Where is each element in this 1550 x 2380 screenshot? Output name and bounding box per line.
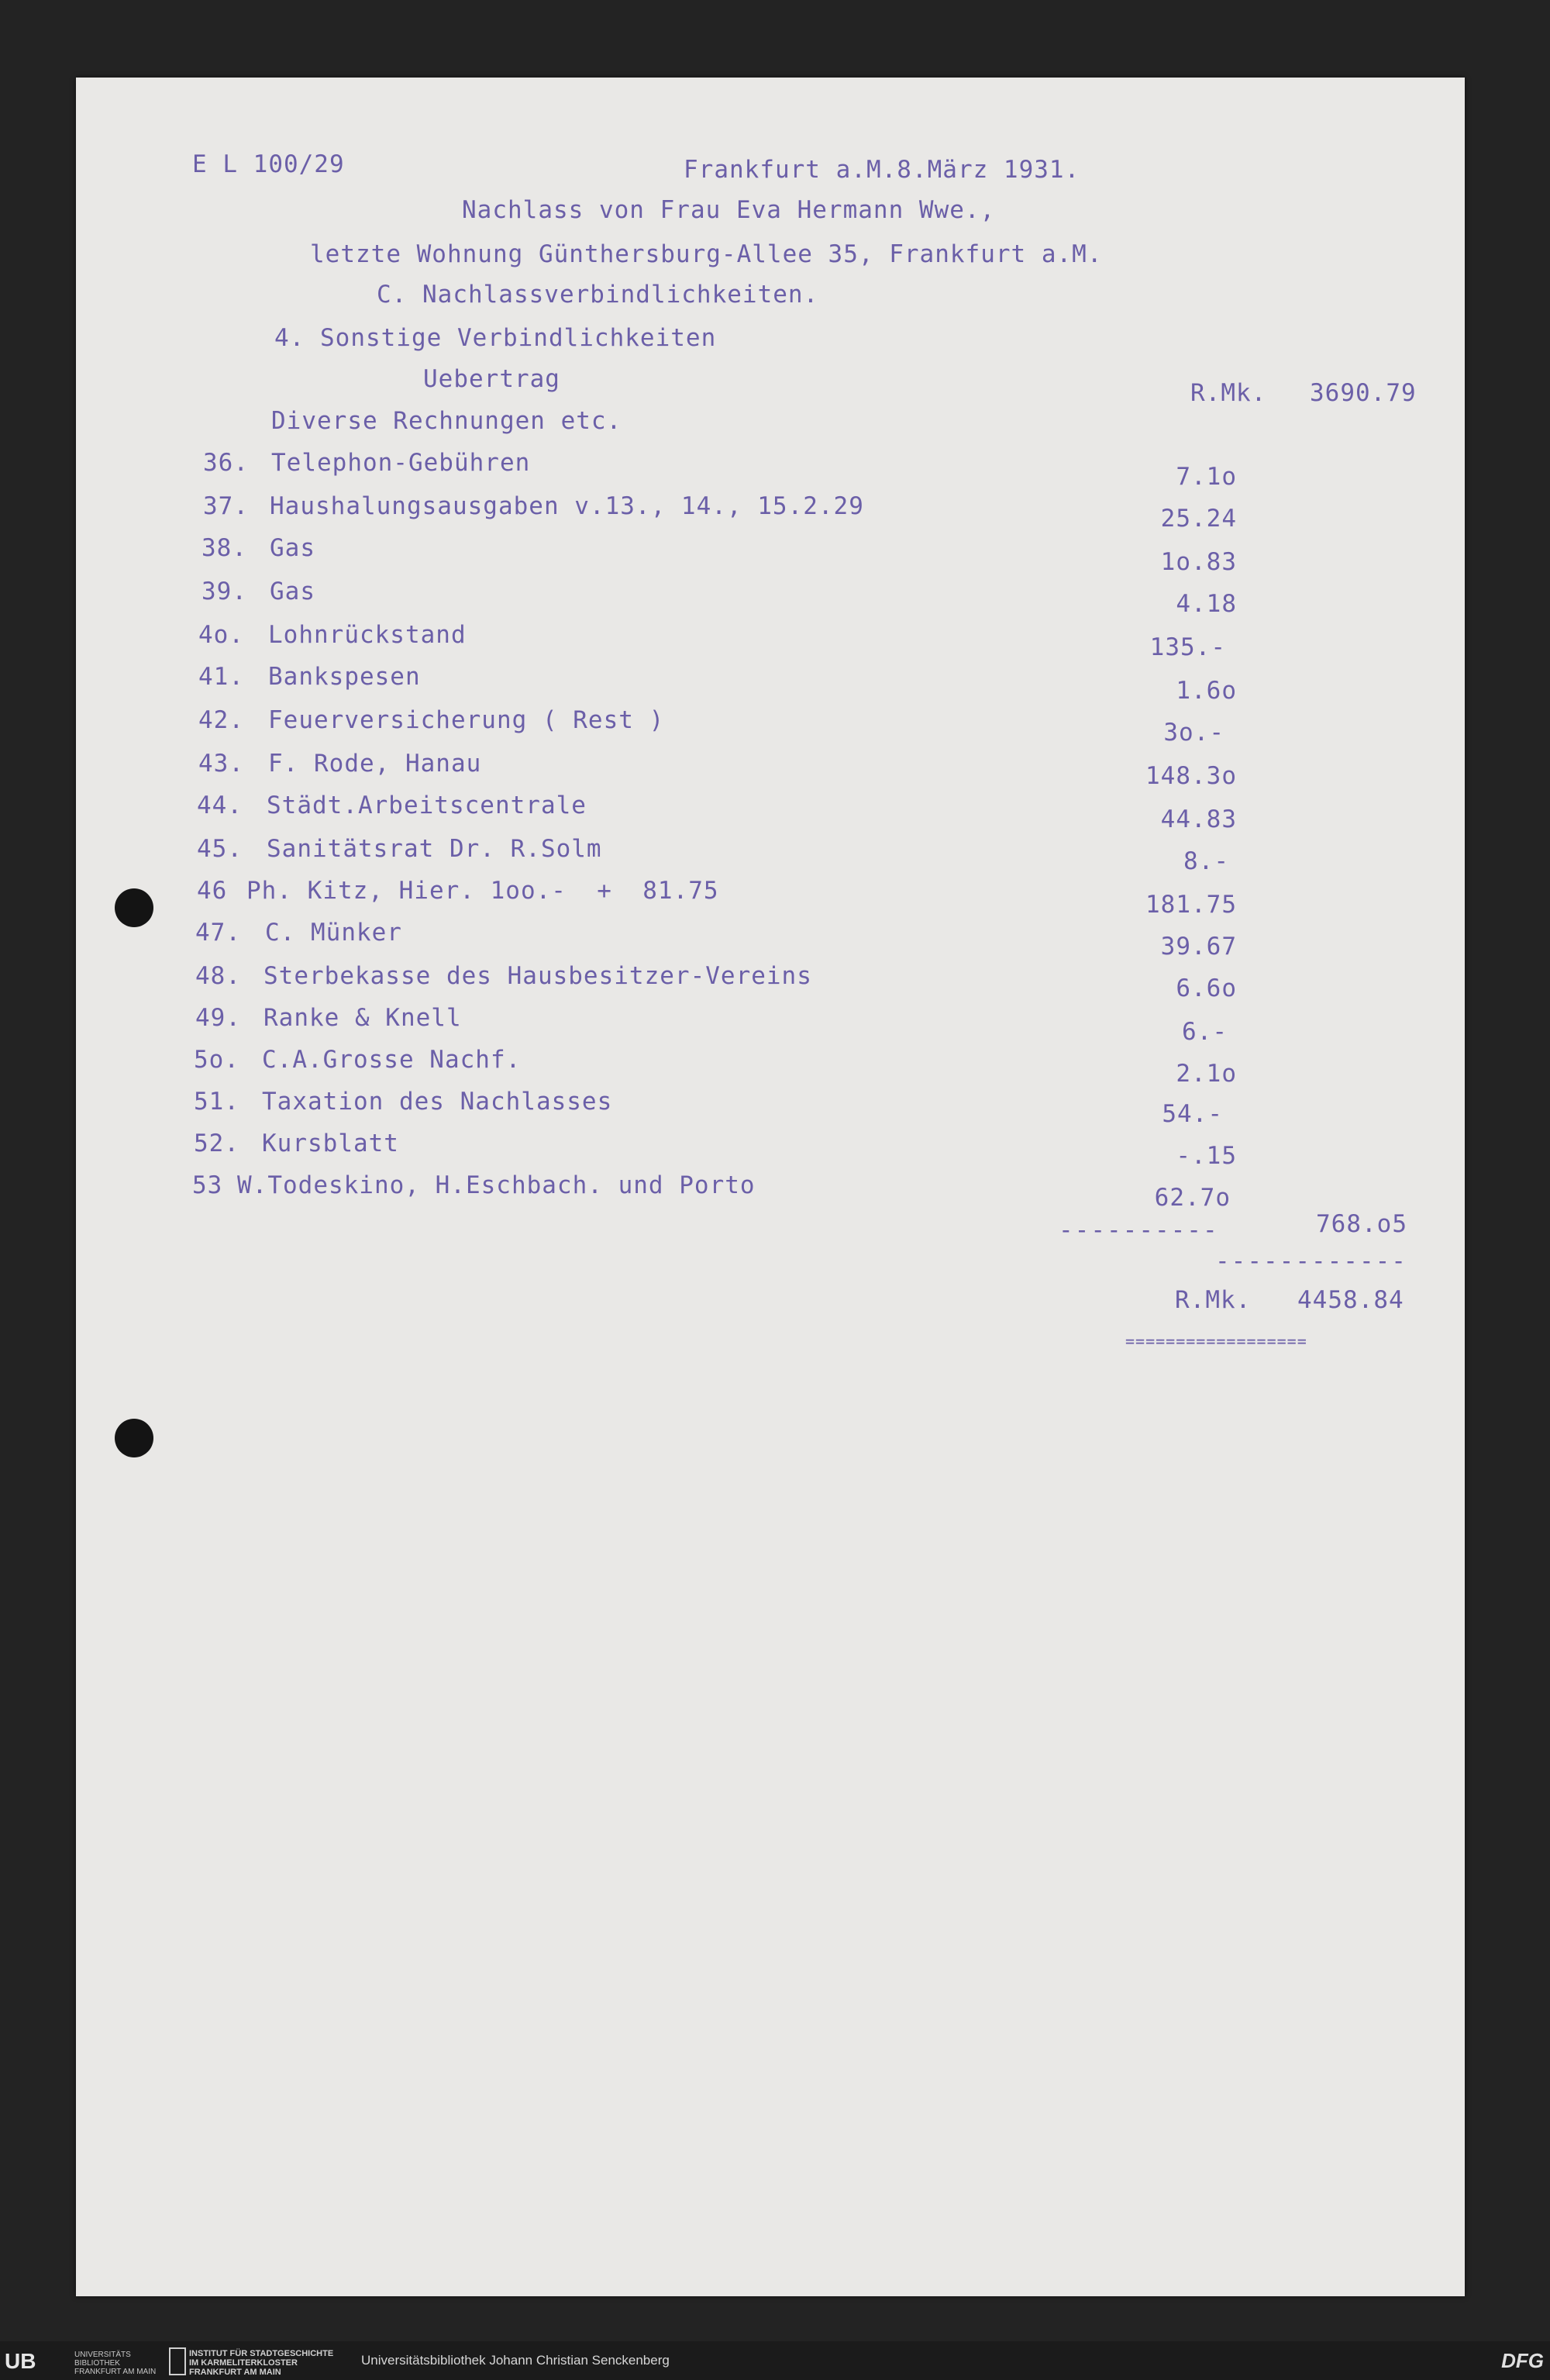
total-amount: 4458.84 (1297, 1286, 1404, 1314)
item-number: 41. (198, 663, 244, 691)
item-description: Bankspesen (268, 663, 421, 691)
item-amount: 2.1o (1176, 1060, 1237, 1088)
item-number: 48. (195, 962, 241, 990)
item-number: 45. (197, 835, 243, 863)
item-number: 51. (194, 1088, 239, 1116)
item-description: F. Rode, Hanau (268, 750, 482, 778)
item-number: 36. (203, 449, 249, 477)
item-number: 49. (195, 1004, 241, 1032)
item-amount: 181.75 (1145, 891, 1237, 919)
institute-logo-text: INSTITUT FÜR STADTGESCHICHTE IM KARMELITERKLOSTER FRANKFURT AM MAIN (189, 2349, 334, 2377)
ub-logo: UB (5, 2349, 36, 2373)
item-number: 4o. (198, 621, 244, 649)
item-amount: 54.- (1162, 1100, 1223, 1128)
item-amount: 6.6o (1176, 974, 1237, 1002)
item-number: 47. (195, 919, 241, 947)
item-description: Feuerversicherung ( Rest ) (268, 706, 665, 734)
item-amount: 62.7o (1154, 1184, 1231, 1212)
carryover-amount: 3690.79 (1310, 379, 1417, 407)
item-number: 38. (202, 534, 247, 562)
item-description: Sterbekasse des Hausbesitzer-Vereins (264, 962, 812, 990)
item-number: 53 (192, 1171, 223, 1199)
item-description: Lohnrückstand (268, 621, 467, 649)
institute-icon (169, 2347, 186, 2375)
item-amount: 3o.- (1163, 719, 1224, 747)
library-name: Universitätsbibliothek Johann Christian Senckenberg (361, 2353, 670, 2368)
item-description: Ph. Kitz, Hier. 1oo.- + 81.75 (246, 877, 719, 905)
item-description: Städt.Arbeitscentrale (267, 792, 587, 819)
punch-hole (115, 888, 153, 927)
punch-hole (115, 1419, 153, 1457)
total-rule: ------------ (1215, 1247, 1407, 1275)
item-number: 37. (203, 492, 249, 520)
item-number: 39. (202, 578, 247, 605)
section-heading: C. Nachlassverbindlichkeiten. (377, 281, 819, 309)
reference-number: E L 100/29 (192, 150, 345, 178)
item-description: Kursblatt (262, 1130, 399, 1157)
item-number: 52. (194, 1130, 239, 1157)
item-number: 44. (197, 792, 243, 819)
item-number: 46 (197, 877, 228, 905)
carryover-label: Uebertrag (423, 365, 560, 393)
ub-logo-text: UNIVERSITÄTS BIBLIOTHEK FRANKFURT AM MAIN (74, 2351, 157, 2376)
item-description: Haushalungsausgaben v.13., 14., 15.2.29 (270, 492, 864, 520)
estate-line: Nachlass von Frau Eva Hermann Wwe., (462, 196, 996, 224)
item-amount: 44.83 (1160, 805, 1237, 833)
item-amount: 6.- (1182, 1018, 1228, 1046)
item-amount: 7.1o (1176, 463, 1237, 491)
carryover-currency: R.Mk. (1190, 379, 1267, 407)
item-description: Ranke & Knell (264, 1004, 462, 1032)
item-amount: 1o.83 (1160, 548, 1237, 576)
item-amount: 4.18 (1176, 590, 1237, 618)
item-description: W.Todeskino, H.Eschbach. und Porto (237, 1171, 756, 1199)
item-amount: -.15 (1176, 1142, 1237, 1170)
place-date: Frankfurt a.M.8.März 1931. (684, 156, 1080, 184)
item-amount: 8.- (1183, 847, 1229, 875)
total-currency: R.Mk. (1175, 1286, 1252, 1314)
item-description: C.A.Grosse Nachf. (262, 1046, 522, 1074)
item-amount: 148.3o (1145, 762, 1237, 790)
item-amount: 39.67 (1160, 933, 1237, 961)
item-description: C. Münker (265, 919, 402, 947)
dfg-logo: DFG (1501, 2349, 1544, 2372)
item-number: 5o. (194, 1046, 239, 1074)
address-line: letzte Wohnung Günthersburg-Allee 35, Frankfurt a.M. (310, 240, 1103, 268)
item-description: Gas (270, 534, 315, 562)
total-double-underline: ================== (1125, 1332, 1307, 1350)
subtotal-amount: 768.o5 (1316, 1210, 1407, 1238)
sum-rule: ---------- (1059, 1216, 1219, 1244)
item-number: 42. (198, 706, 244, 734)
item-number: 43. (198, 750, 244, 778)
item-description: Taxation des Nachlasses (262, 1088, 613, 1116)
item-description: Telephon-Gebühren (271, 449, 531, 477)
footer-bar (0, 2341, 1550, 2380)
item-amount: 25.24 (1160, 505, 1237, 533)
item-amount: 135.- (1149, 633, 1226, 661)
item-description: Sanitätsrat Dr. R.Solm (267, 835, 602, 863)
item-amount: 1.6o (1176, 677, 1237, 705)
subsection-heading: 4. Sonstige Verbindlichkeiten (274, 324, 717, 352)
group-label: Diverse Rechnungen etc. (271, 407, 622, 435)
document-page (76, 78, 1465, 2296)
item-description: Gas (270, 578, 315, 605)
